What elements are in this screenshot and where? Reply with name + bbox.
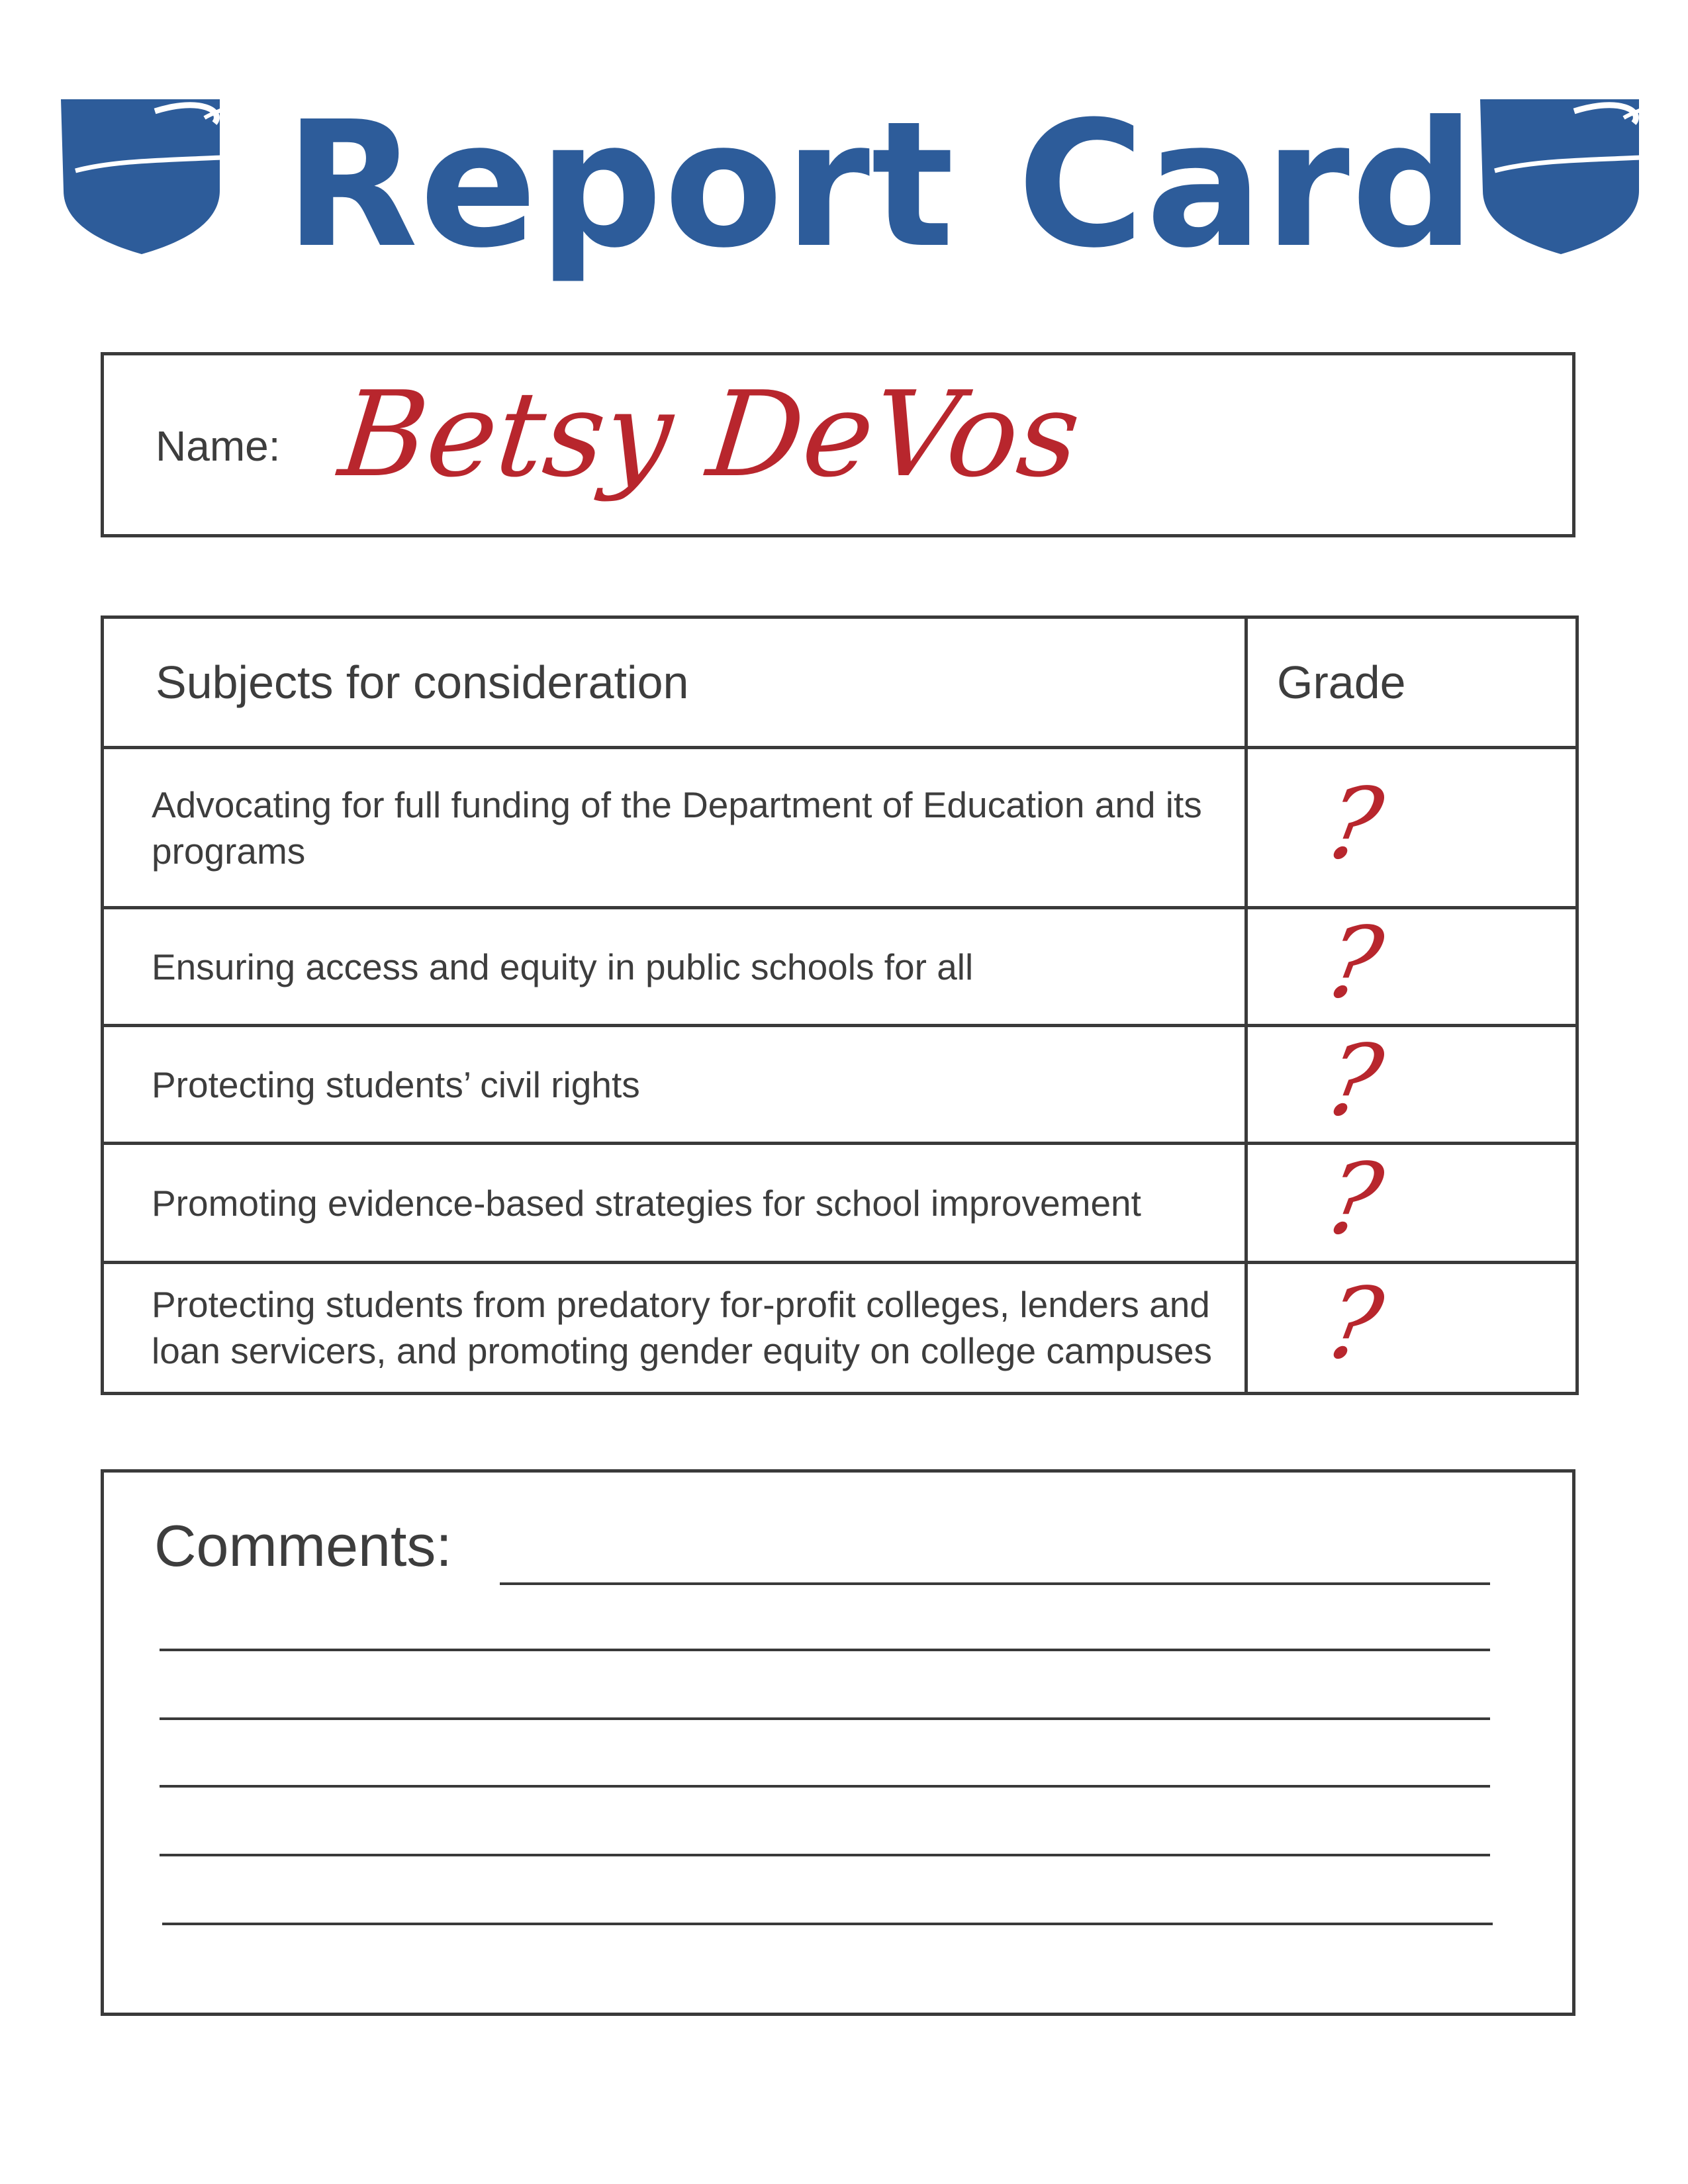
grade-cell [1246,748,1577,908]
subject-cell: Protecting students’ civil rights [103,1026,1246,1144]
comment-line[interactable] [160,1785,1490,1788]
comment-line[interactable] [500,1582,1490,1585]
column-header-grade: Grade [1246,617,1577,748]
subject-cell: Ensuring access and equity in public schools for all [103,908,1246,1026]
comment-line[interactable] [160,1649,1490,1651]
grade-cell [1246,905,1577,1026]
grade-cell [1246,1023,1577,1144]
grade-value: ? [1317,1023,1391,1138]
page-title: Report Card [285,84,1477,286]
grade-value: ? [1317,905,1391,1020]
comments-box [101,1469,1575,2016]
grade-value: ? [1317,1142,1391,1256]
grade-value: ? [1317,766,1391,881]
comments-label: Comments: [154,1513,452,1578]
table-row [103,1144,1577,1263]
comment-line[interactable] [160,1854,1490,1856]
table-header-row [103,617,1577,748]
name-label: Name: [156,422,281,470]
name-value: Betsy DeVos [334,366,1086,503]
subject-cell: Advocating for full funding of the Department of Education and its programs [103,748,1246,908]
grade-value: ? [1317,1267,1391,1381]
subject-cell: Promoting evidence-based strategies for school improvement [103,1144,1246,1263]
grade-cell [1246,1262,1577,1393]
table-row [103,908,1577,1026]
table-row [103,748,1577,908]
aft-logo-left [56,91,228,257]
comment-line[interactable] [162,1923,1493,1925]
subject-cell: Protecting students from predatory for-profit colleges, lenders and loan servicers, and promoting gender equity on college campuses [103,1262,1246,1393]
grades-table [101,615,1579,1395]
column-header-subjects: Subjects for consideration [103,617,1246,748]
table-row [103,1262,1577,1393]
table-row [103,1026,1577,1144]
name-box [101,352,1575,537]
comment-line[interactable] [160,1717,1490,1720]
grade-cell [1246,1144,1577,1263]
aft-logo-right [1475,91,1647,257]
